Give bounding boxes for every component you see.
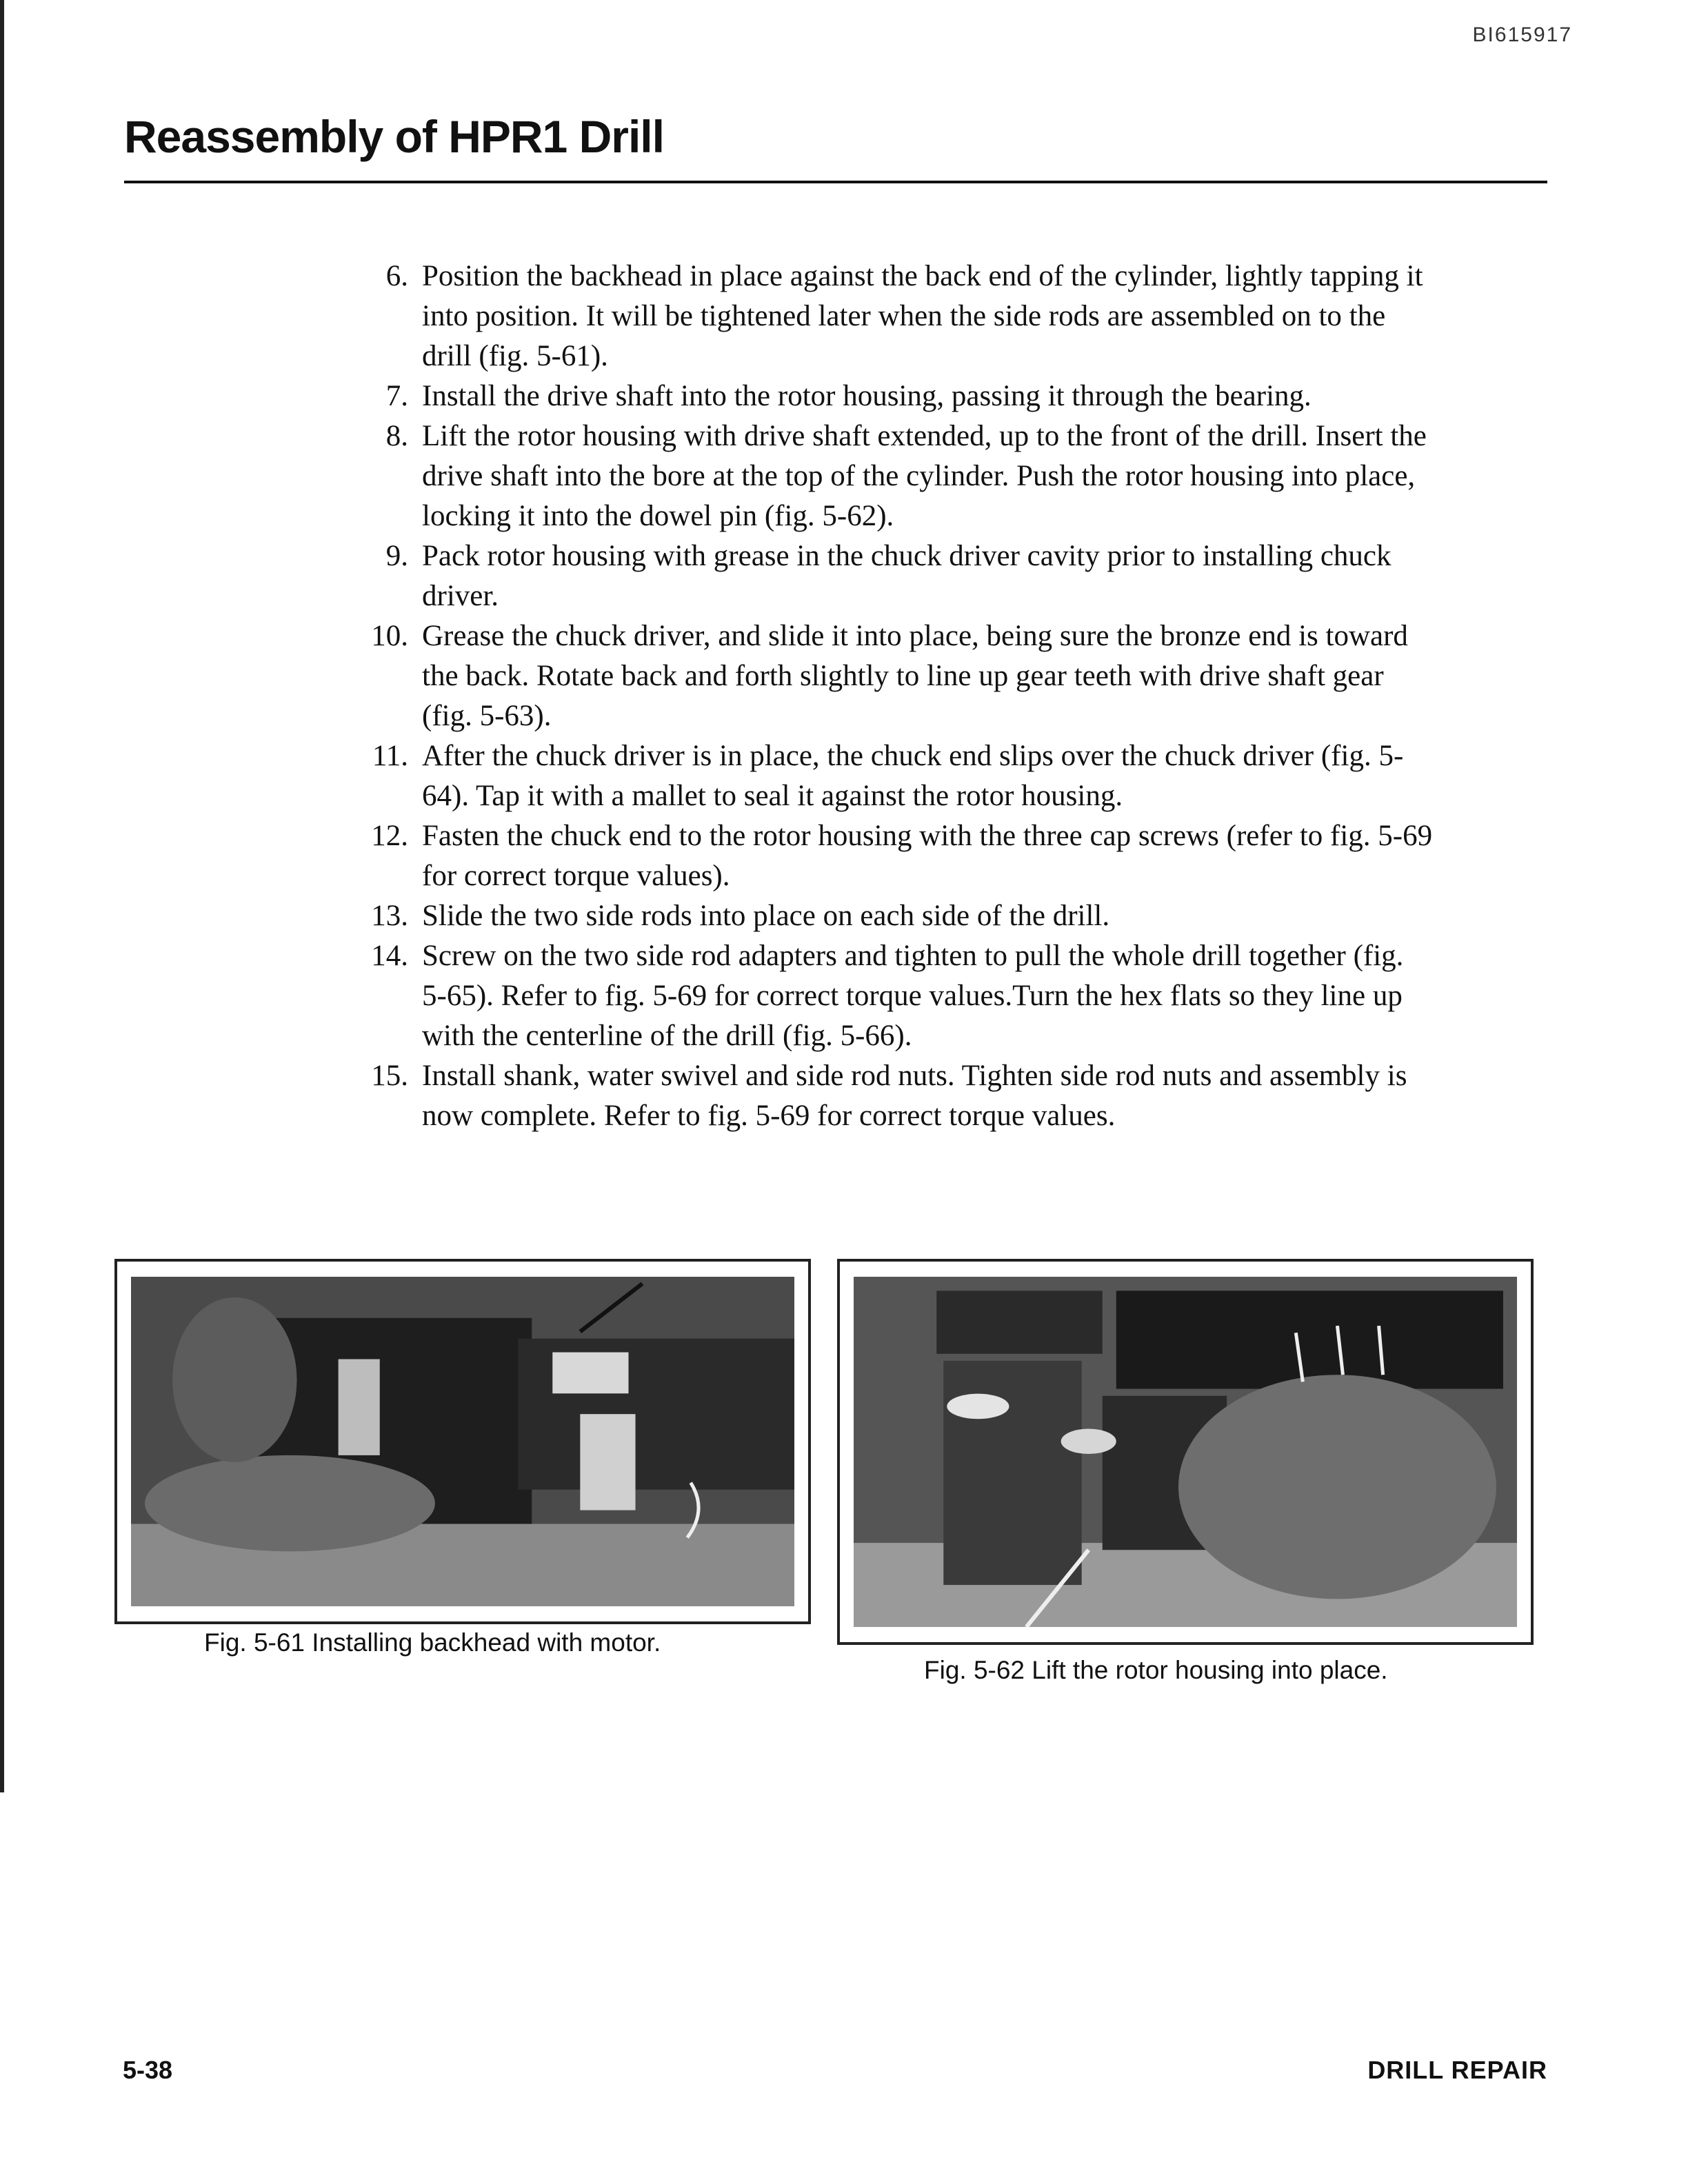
step-text: Install shank, water swivel and side rod nuts. Tighten side rod nuts and assembly is now complete. Refer to fig. 5-69 for correct torque values.: [422, 1060, 1407, 1132]
step-number: 11.: [372, 740, 408, 772]
page-title: Reassembly of HPR1 Drill: [124, 111, 664, 162]
step-text: After the chuck driver is in place, the chuck end slips over the chuck driver (fig. 5-64). Tap it with a mallet to seal it against the rotor housing.: [422, 740, 1404, 812]
step-number: 9.: [385, 540, 408, 572]
title-divider: [124, 181, 1547, 183]
step-number: 6.: [385, 260, 408, 292]
section-name: DRILL REPAIR: [1367, 2056, 1547, 2084]
step-text: Lift the rotor housing with drive shaft extended, up to the front of the drill. Insert the drive shaft into the bore at the top of the cylinder. Push the rotor housing into place, locking it into the dowel pin (fig. 5-62).: [422, 420, 1427, 532]
step-text: Screw on the two side rod adapters and tighten to pull the whole drill together (fig. 5-65). Refer to fig. 5-69 for correct torque values.Turn the hex flats so they line up with the centerline of the drill (fig. 5-66).: [422, 940, 1404, 1052]
step-text: Position the backhead in place against the back end of the cylinder, lightly tapping it into position. It will be tightened later when the side rods are assembled on to the drill (fig. 5-61).: [422, 260, 1423, 372]
step-item: [372, 936, 1434, 1056]
step-text: Fasten the chuck end to the rotor housing with the three cap screws (refer to fig. 5-69 for correct torque values).: [422, 820, 1433, 892]
step-item: [372, 616, 1434, 736]
step-item: [372, 416, 1434, 536]
figure-photo: [854, 1277, 1517, 1627]
step-number: 12.: [371, 820, 408, 852]
figure-photo: [131, 1277, 794, 1606]
step-text: Install the drive shaft into the rotor housing, passing it through the bearing.: [422, 380, 1312, 412]
step-item: [372, 736, 1434, 816]
figure-5-62: [837, 1259, 1534, 1645]
step-item: [372, 256, 1434, 376]
step-number: 13.: [371, 900, 408, 932]
step-item: [372, 896, 1434, 936]
procedure-steps: [372, 256, 1434, 1136]
step-number: 8.: [385, 420, 408, 452]
figure-caption: Fig. 5-61 Installing backhead with motor.: [204, 1628, 661, 1657]
step-text: Grease the chuck driver, and slide it into place, being sure the bronze end is toward the back. Rotate back and forth slightly to line up gear teeth with drive shaft gear (fig. 5-63).: [422, 620, 1408, 732]
step-item: [372, 816, 1434, 896]
step-number: 14.: [371, 940, 408, 972]
figure-caption: Fig. 5-62 Lift the rotor housing into place.: [924, 1656, 1388, 1684]
step-number: 15.: [371, 1060, 408, 1092]
step-number: 7.: [385, 380, 408, 412]
page-number: 5-38: [123, 2056, 173, 2084]
figure-5-61: [114, 1259, 811, 1624]
step-item: [372, 1056, 1434, 1136]
left-margin-rule: [0, 0, 4, 1792]
document-id: BI615917: [1472, 23, 1572, 46]
step-text: Pack rotor housing with grease in the chuck driver cavity prior to installing chuck driver.: [422, 540, 1391, 612]
step-item: [372, 376, 1434, 416]
step-text: Slide the two side rods into place on each side of the drill.: [422, 900, 1110, 932]
step-number: 10.: [371, 620, 408, 652]
step-item: [372, 536, 1434, 616]
